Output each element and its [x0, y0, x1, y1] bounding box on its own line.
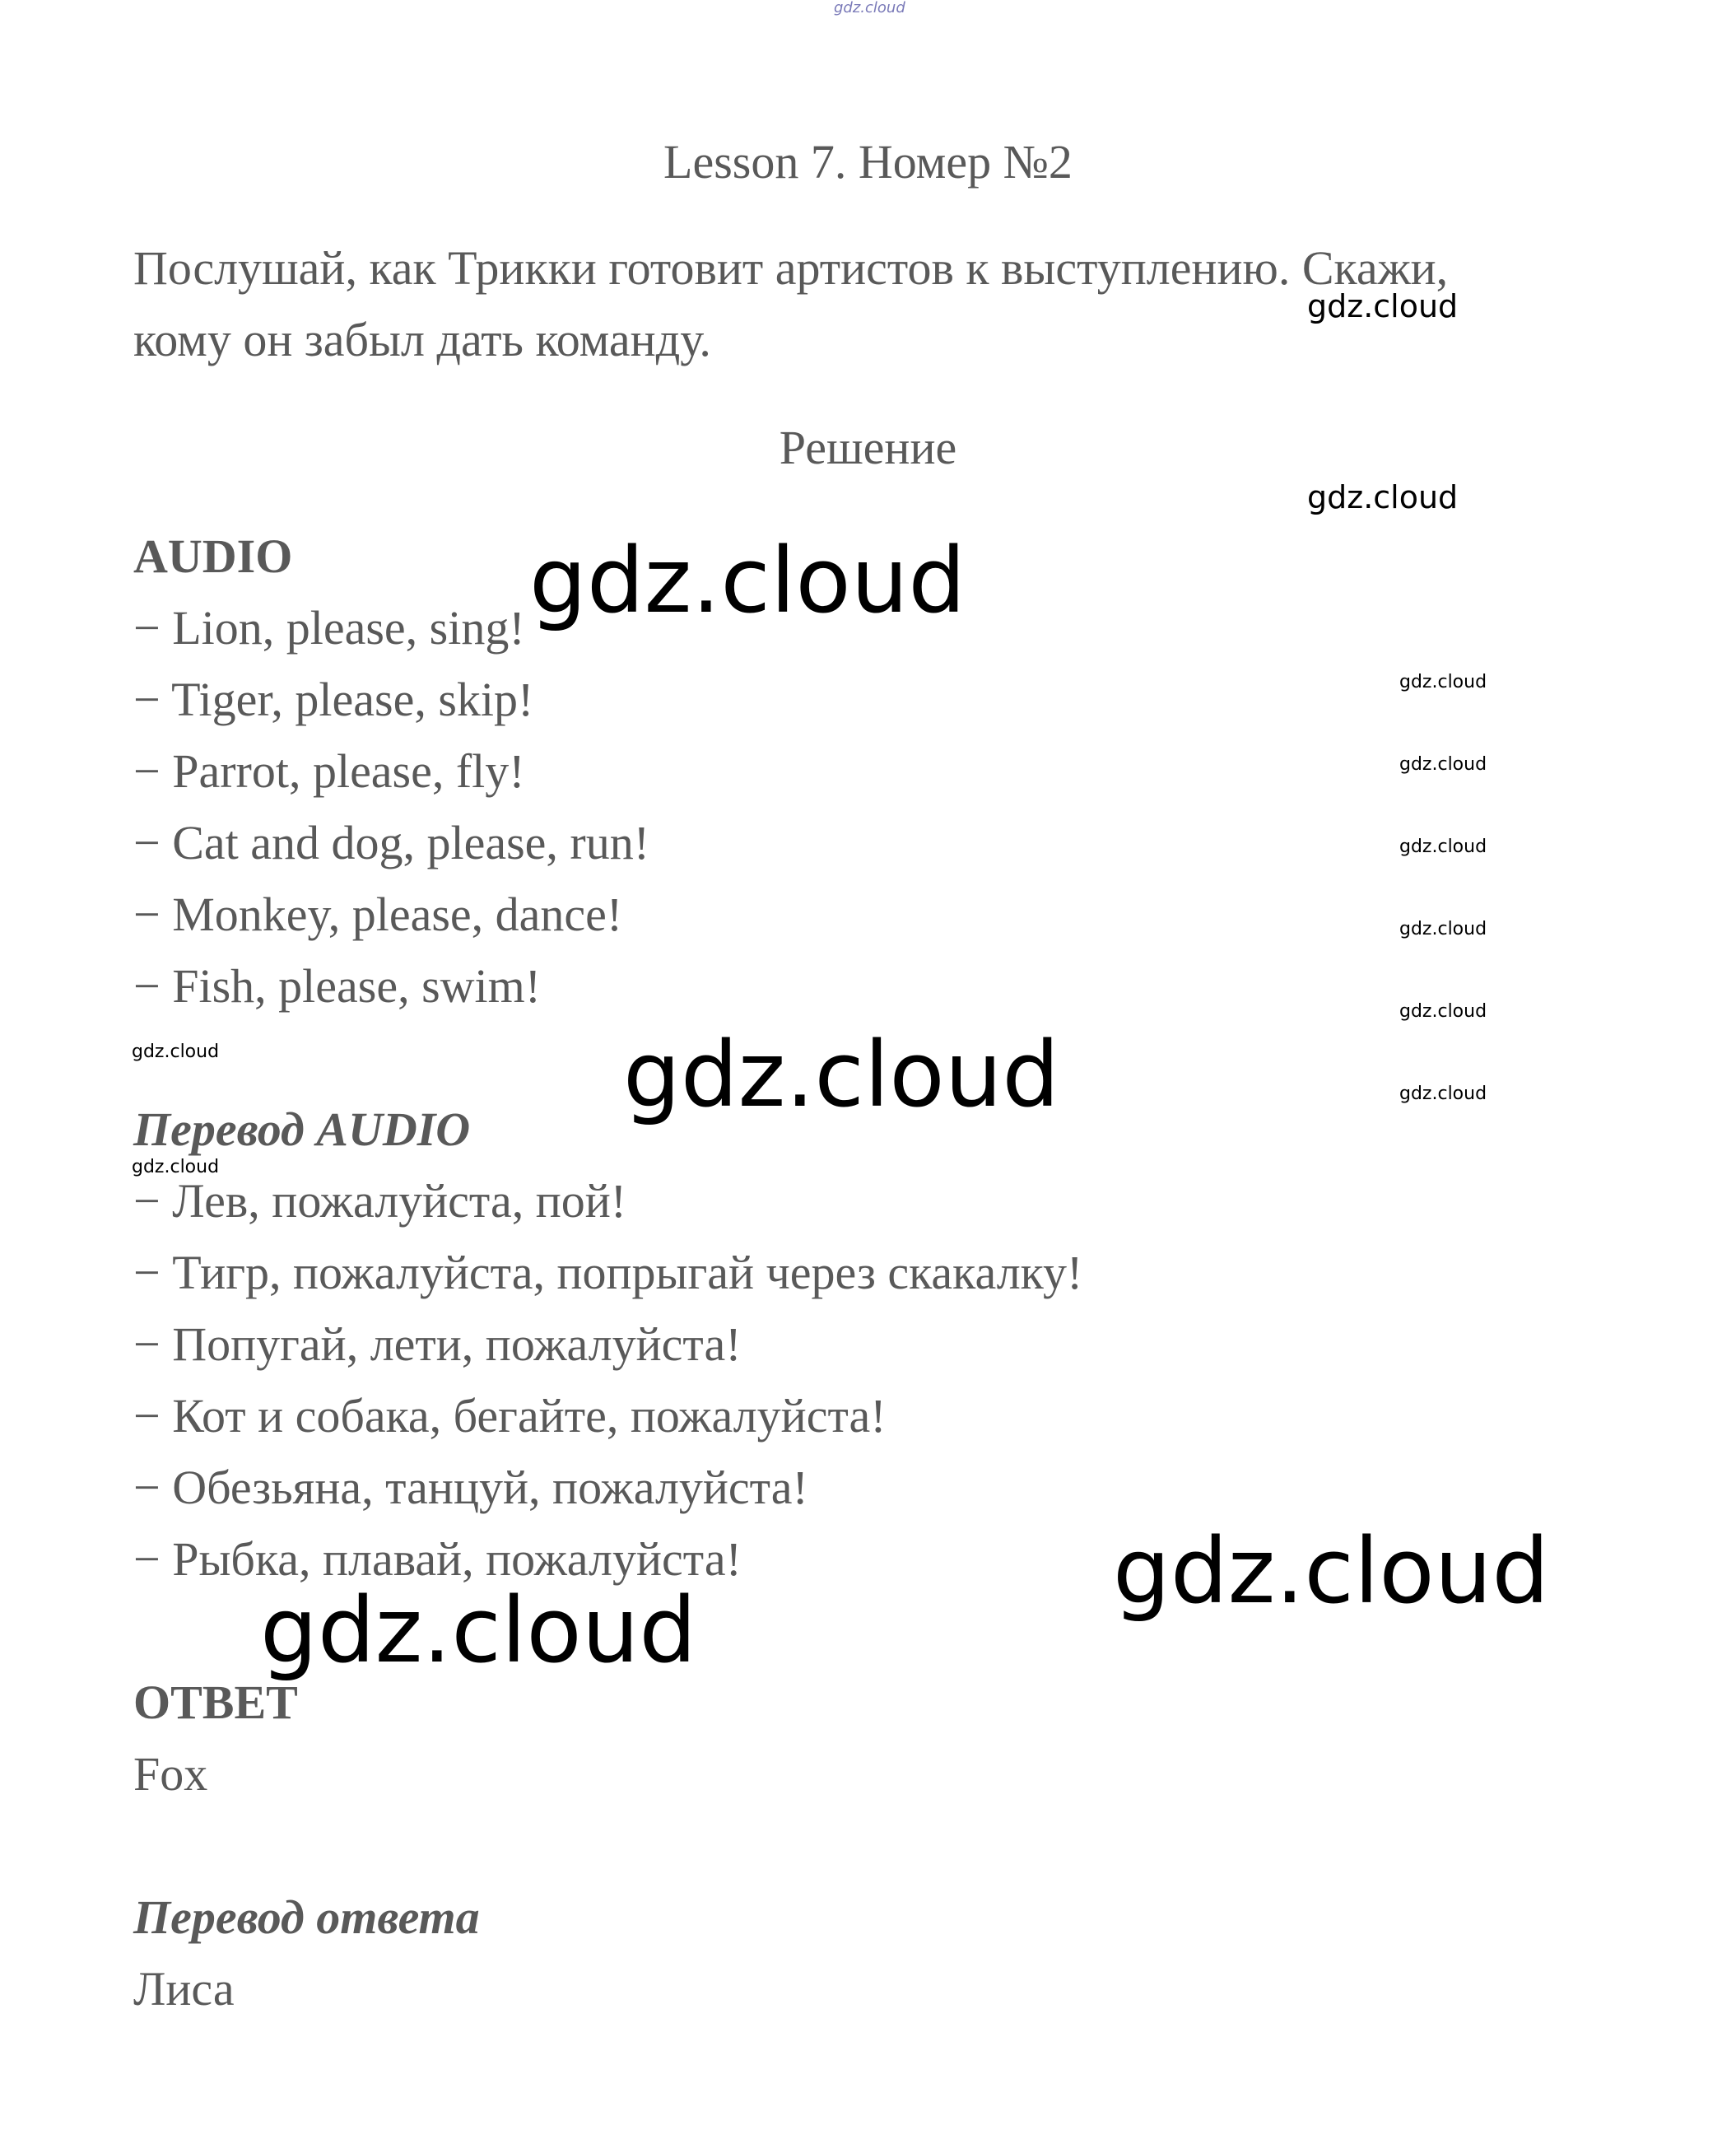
- translation-line: − Рыбка, плавай, пожалуйста!: [133, 1532, 742, 1586]
- audio-line: − Fish, please, swim!: [133, 959, 542, 1013]
- watermark: gdz.cloud: [1399, 672, 1487, 692]
- watermark: gdz.cloud: [529, 528, 966, 633]
- answer-heading: ОТВЕТ: [133, 1676, 298, 1729]
- translation-line: − Обезьяна, танцуй, пожалуйста!: [133, 1461, 808, 1514]
- audio-line: − Parrot, please, fly!: [133, 744, 525, 798]
- translation-line: − Кот и собака, бегайте, пожалуйста!: [133, 1389, 887, 1443]
- answer-translation-heading: Перевод ответа: [133, 1890, 480, 1944]
- task-text: Послушай, как Трикки готовит артистов к выступлению. Скажи, кому он забыл дать команду.: [133, 241, 1449, 366]
- translation-line: − Попугай, лети, пожалуйста!: [133, 1317, 742, 1371]
- translation-heading: Перевод AUDIO: [133, 1102, 471, 1156]
- watermark: gdz.cloud: [1399, 754, 1487, 775]
- watermark-top: gdz.cloud: [834, 0, 905, 16]
- watermark: gdz.cloud: [1399, 1001, 1487, 1022]
- audio-line: − Monkey, please, dance!: [133, 888, 623, 941]
- watermark: gdz.cloud: [132, 1157, 220, 1177]
- watermark: gdz.cloud: [1399, 837, 1487, 857]
- watermark: gdz.cloud: [132, 1042, 220, 1062]
- answer-value: Fox: [133, 1747, 208, 1801]
- watermark: gdz.cloud: [260, 1578, 697, 1683]
- solution-label: Решение: [779, 421, 957, 474]
- watermark: gdz.cloud: [1113, 1518, 1550, 1624]
- audio-heading: AUDIO: [133, 529, 293, 583]
- translation-line: − Тигр, пожалуйста, попрыгай через скакалку!: [133, 1246, 1083, 1299]
- watermark: gdz.cloud: [1399, 919, 1487, 939]
- watermark: gdz.cloud: [1307, 479, 1459, 515]
- audio-line: − Cat and dog, please, run!: [133, 816, 650, 869]
- page-title: Lesson 7. Номер №2: [663, 135, 1073, 189]
- audio-line: − Tiger, please, skip!: [133, 673, 534, 726]
- watermark: gdz.cloud: [1399, 1084, 1487, 1104]
- answer-translation-value: Лиса: [133, 1962, 235, 2016]
- watermark: gdz.cloud: [1307, 288, 1459, 324]
- watermark: gdz.cloud: [623, 1022, 1060, 1127]
- audio-line: − Lion, please, sing!: [133, 601, 525, 655]
- translation-line: − Лев, пожалуйста, пой!: [133, 1174, 627, 1228]
